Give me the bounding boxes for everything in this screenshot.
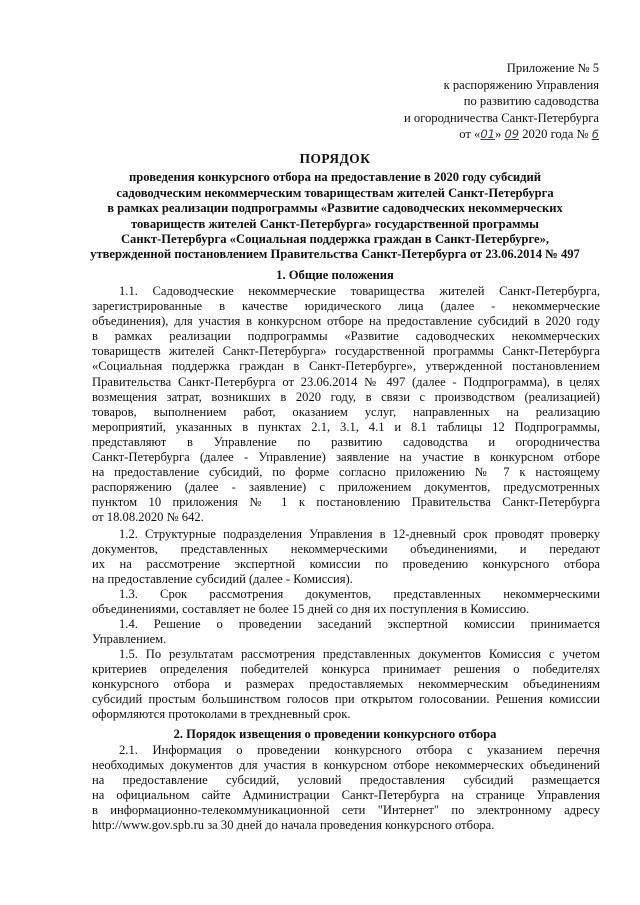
paragraph-line: в информационно-телекоммуникационной сети "Интернет" по электронному адресу [92, 803, 600, 818]
paragraph-2-1 [92, 743, 600, 834]
title-line: Санкт-Петербурга «Социальная поддержка граждан в Санкт-Петербурге», [120, 232, 550, 247]
appendix-line: по развитию садоводства [463, 94, 599, 109]
paragraph-line: 2.1. Информация о проведении конкурсного отбора с указанием перечня [119, 743, 600, 757]
paragraph-line: 1.5. По результатам рассмотрения представленных документов Комиссия с учетом [119, 647, 600, 661]
section-heading: 2. Порядок извещения о проведении конкурсного отбора [173, 727, 497, 741]
appendix-line: Приложение № 5 [506, 61, 599, 75]
paragraph-line: 1.2. Структурные подразделения Управления в 12-дневный срок проводят проверку [119, 527, 600, 541]
paragraph-1-3 [92, 587, 600, 617]
paragraph-1-2 [92, 527, 600, 587]
paragraph-line: зарегистрированные в качестве юридического лица (далее - некоммерческие [92, 299, 600, 314]
appendix-line: к распоряжению Управления [443, 77, 599, 92]
paragraph-line: необходимых документов для участия в конкурсном отборе некоммерческих объединений [92, 758, 600, 773]
paragraph-line: объединения), для участия в конкурсном отборе на предоставление субсидий в 2020 году [92, 314, 600, 329]
paragraph-line: пунктом 10 приложения № 1 к постановлению Правительства Санкт-Петербурга [92, 495, 600, 510]
paragraph-line: субсидий простым большинством голосов при открытом голосовании. Решения комиссии [92, 692, 600, 707]
paragraph-line: 1.4. Решение о проведении заседаний экспертной комиссии принимается [119, 617, 600, 631]
paragraph-line: 1.3. Срок рассмотрения документов, представленных некоммерческими [119, 587, 600, 601]
paragraph-line: документов, представленных некоммерческими объединениями, и передают [92, 542, 600, 557]
paragraph-line: http://www.gov.spb.ru за 30 дней до начала проведения конкурсного отбора. [92, 818, 495, 833]
paragraph-line: товаров, выполнением работ, оказанием услуг, направленных на реализацию [92, 404, 600, 419]
paragraph-line: представляют в Управление по развитию садоводства и огородничества [92, 434, 600, 449]
paragraph-line: на предоставление субсидий, по форме согласно приложению № 7 к настоящему [92, 465, 600, 480]
title-line: товариществ жителей Санкт-Петербурга» государственной программы [131, 216, 539, 231]
date-day-handwritten: 01 [480, 127, 495, 142]
title-line: утвержденной постановлением Правительства Санкт-Петербурга от 23.06.2014 № 497 [90, 247, 580, 262]
paragraph-line: Санкт-Петербурга (далее - Управление) заявление на участие в конкурсном отборе [92, 450, 600, 465]
paragraph-1-5 [92, 647, 600, 722]
paragraph-line: на предоставление субсидий (далее - Комиссия). [92, 572, 353, 587]
paragraph-1-4 [92, 617, 600, 647]
paragraph-line: мероприятий, указанных в пунктах 2.1, 3.1, 4.1 и 8.1 таблицы 12 Подпрограммы, [92, 419, 600, 434]
paragraph-line: их на рассмотрение экспертной комиссии по проведению конкурсного отбора [92, 557, 600, 572]
paragraph-line: распоряжению (далее - заявление) с приложением документов, предусмотренных [92, 480, 600, 495]
paragraph-line: Управлением. [92, 632, 167, 647]
paragraph-line: «Социальная поддержка граждан в Санкт-Петербурге», утвержденной постановлением [92, 359, 600, 374]
paragraph-line: на предоставление субсидий, условий предоставления субсидий размещается [92, 773, 600, 788]
paragraph-line: Правительства Санкт-Петербурга от 23.06.2014 № 497 (далее - Подпрограмма), в целях [92, 374, 600, 389]
paragraph-1-1 [92, 284, 600, 526]
appendix-block [299, 60, 599, 143]
paragraph-line: от 18.08.2020 № 642. [92, 510, 204, 525]
date-month-handwritten: 09 [504, 127, 520, 142]
order-number-handwritten: 6 [591, 127, 599, 142]
date-year: 2020 года № [519, 127, 592, 142]
date-mid: » [494, 127, 505, 142]
paragraph-line: возмещения затрат, возникших в 2020 году, в связи с производством (реализацией) [92, 389, 600, 404]
paragraph-line: оформляются протоколами в трехдневный срок. [92, 707, 351, 722]
date-prefix: от « [459, 127, 481, 142]
paragraph-line: конкурсного отбора и размерах предоставляемых некоммерческим объединениям [92, 677, 600, 692]
paragraph-line: в рамках реализации подпрограммы «Развитие садоводческих некоммерческих [92, 329, 600, 344]
title-main: ПОРЯДОК [299, 151, 371, 166]
title-line: в рамках реализации подпрограммы «Развитие садоводческих некоммерческих [107, 201, 563, 216]
appendix-line: и огородничества Санкт-Петербурга [403, 110, 599, 125]
paragraph-line: критериев определения победителей конкурса принимает решения о победителях [92, 662, 600, 677]
paragraph-line: 1.1. Садоводческие некоммерческие товарищества жителей Санкт-Петербурга, [119, 284, 600, 298]
appendix-date-line [299, 126, 599, 143]
paragraph-line: на официальном сайте Администрации Санкт-Петербурга на странице Управления [92, 788, 600, 803]
paragraph-line: товариществ жителей Санкт-Петербурга» государственной программы Санкт-Петербурга [92, 344, 600, 359]
title-line: проведения конкурсного отбора на предоставление в 2020 году субсидий [129, 170, 541, 185]
document-title [70, 151, 600, 263]
paragraph-line: объединениями, составляет не более 15 дней со дня их поступления в Комиссию. [92, 602, 530, 617]
title-line: садоводческим некоммерческим товариществам жителей Санкт-Петербурга [116, 185, 554, 200]
section-heading: 1. Общие положения [276, 268, 394, 282]
